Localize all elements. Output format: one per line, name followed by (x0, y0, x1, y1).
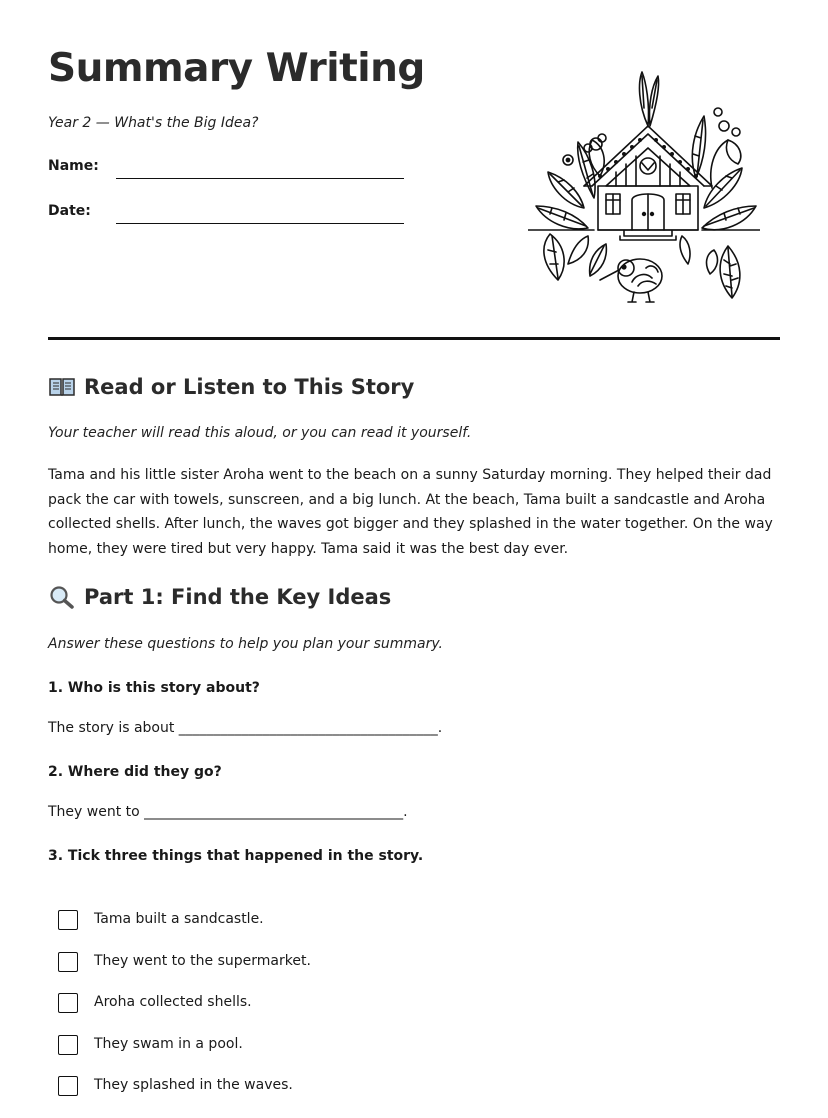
tick-checkbox[interactable] (58, 1035, 78, 1055)
tick-checkbox[interactable] (58, 1076, 78, 1096)
date-label: Date: (48, 203, 91, 219)
wharenui-kiwi-illustration (528, 68, 760, 304)
tick-checkbox[interactable] (58, 910, 78, 930)
list-item (58, 1074, 311, 1116)
open-book-icon (48, 375, 76, 399)
name-label: Name: (48, 158, 99, 174)
magnifying-glass-icon (48, 585, 76, 609)
date-field[interactable] (116, 223, 404, 224)
part1-title: Part 1: Find the Key Ideas (84, 585, 392, 609)
page-title: Summary Writing (48, 46, 425, 91)
question-2: 2. Where did they go? (48, 764, 222, 780)
name-field[interactable] (116, 178, 404, 179)
story-text: Tama and his little sister Aroha went to the beach on a sunny Saturday morning. They helped their dad pack the car with towels, sunscreen, and a big lunch. At the beach, Tama built a sandcastle and Aroha collected shells. After lunch, the waves got bigger and they splashed in the water together. On the way home, they were tired but very happy. Tama said it was the best day ever. (48, 467, 773, 557)
option-label: Aroha collected shells. (94, 994, 252, 1010)
option-label: They swam in a pool. (94, 1035, 243, 1052)
question-1: 1. Who is this story about? (48, 680, 260, 696)
tick-options-list (58, 908, 311, 1116)
part1-heading (48, 585, 391, 609)
read-section-heading (48, 375, 414, 399)
answer-2-line[interactable]: They went to _____________________________________. (48, 804, 408, 820)
option-label: Tama built a sandcastle. (94, 911, 264, 927)
list-item (58, 1033, 311, 1075)
tick-checkbox[interactable] (58, 993, 78, 1013)
list-item (58, 908, 311, 950)
answer-1-line[interactable]: The story is about _____________________________________. (48, 720, 443, 736)
section-divider (48, 337, 780, 340)
read-instruction: Your teacher will read this aloud, or you can read it yourself. (48, 425, 472, 441)
list-item (58, 950, 311, 992)
list-item (58, 991, 311, 1033)
question-3: 3. Tick three things that happened in the story. (48, 848, 424, 864)
option-label: They splashed in the waves. (94, 1077, 293, 1093)
part1-instruction: Answer these questions to help you plan your summary. (48, 636, 444, 652)
option-label: They went to the supermarket. (94, 952, 311, 969)
read-section-title: Read or Listen to This Story (84, 375, 415, 399)
subtitle: Year 2 — What's the Big Idea? (48, 115, 259, 131)
tick-checkbox[interactable] (58, 952, 78, 972)
